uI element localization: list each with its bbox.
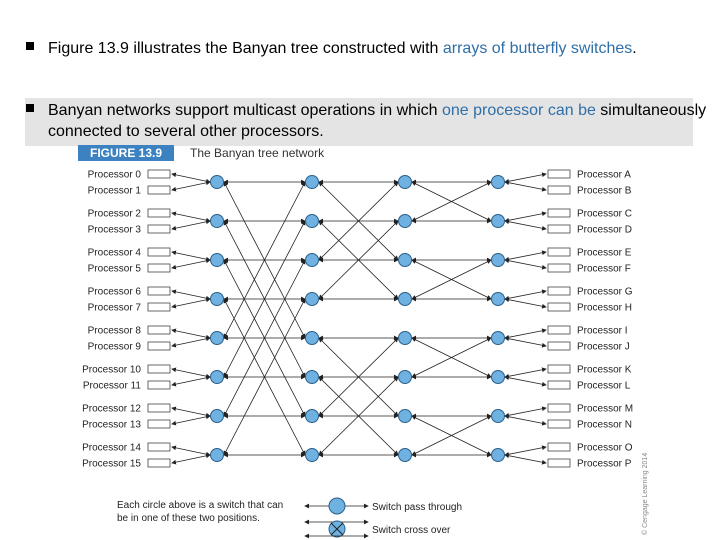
right-processor-label: Processor O <box>577 442 633 454</box>
right-port-box <box>548 443 570 451</box>
left-port-box <box>148 264 170 272</box>
switch-node <box>399 410 412 423</box>
right-port-box <box>548 225 570 233</box>
switch-node <box>399 215 412 228</box>
switch-node <box>492 215 505 228</box>
bullet-2-text: Banyan networks support multicast operations in which one processor can be simultaneously connected to several other processors. <box>48 102 707 140</box>
left-processor-label: Processor 5 <box>87 263 141 275</box>
wire <box>172 338 210 346</box>
switch-node <box>211 254 224 267</box>
right-processor-label: Processor L <box>577 380 631 392</box>
left-port-box <box>148 209 170 217</box>
switch-node <box>492 410 505 423</box>
right-processor-label: Processor A <box>577 169 631 181</box>
left-processor-label: Processor 15 <box>82 458 141 470</box>
wire <box>505 338 546 346</box>
right-port-box <box>548 420 570 428</box>
wire <box>172 291 210 299</box>
switch-node <box>492 332 505 345</box>
bullet-1-text: Figure 13.9 illustrates the Banyan tree constructed with arrays of butterfly switches. <box>48 40 637 57</box>
wire <box>172 408 210 416</box>
right-processor-label: Processor K <box>577 364 632 376</box>
left-port-box <box>148 459 170 467</box>
legend-note-line-2: be in one of these two positions. <box>117 513 260 524</box>
wire <box>172 416 210 424</box>
right-processor-label: Processor I <box>577 325 628 337</box>
switch-node <box>211 449 224 462</box>
wire <box>172 369 210 377</box>
wire <box>505 221 546 229</box>
switch-node <box>306 215 319 228</box>
left-port-box <box>148 186 170 194</box>
wire <box>505 369 546 377</box>
right-port-box <box>548 248 570 256</box>
left-processor-label: Processor 0 <box>87 169 141 181</box>
right-port-box <box>548 209 570 217</box>
copyright-text: © Cengage Learning 2014 <box>642 452 649 535</box>
right-port-box <box>548 264 570 272</box>
switch-node <box>399 176 412 189</box>
left-processor-label: Processor 3 <box>87 224 141 236</box>
right-processor-label: Processor C <box>577 208 633 220</box>
legend-pass-label: Switch pass through <box>372 502 463 513</box>
right-processor-label: Processor P <box>577 458 632 470</box>
switch-node <box>492 176 505 189</box>
right-processor-label: Processor N <box>577 419 633 431</box>
left-processor-label: Processor 6 <box>87 286 141 298</box>
left-port-box <box>148 248 170 256</box>
legend-note-line-1: Each circle above is a switch that can <box>117 500 284 511</box>
wire <box>505 291 546 299</box>
left-port-box <box>148 287 170 295</box>
wire <box>172 299 210 307</box>
right-processor-label: Processor D <box>577 224 633 236</box>
wire <box>505 174 546 182</box>
right-processor-label: Processor M <box>577 403 634 415</box>
switch-node <box>306 371 319 384</box>
right-processor-label: Processor G <box>577 286 633 298</box>
left-port-box <box>148 443 170 451</box>
left-port-box <box>148 326 170 334</box>
wire <box>172 260 210 268</box>
left-processor-label: Processor 9 <box>87 341 141 353</box>
left-port-box <box>148 404 170 412</box>
switch-node <box>306 254 319 267</box>
left-processor-label: Processor 14 <box>82 442 141 454</box>
switch-node <box>399 332 412 345</box>
right-processor-label: Processor B <box>577 185 632 197</box>
wire <box>172 455 210 463</box>
left-port-box <box>148 303 170 311</box>
right-processor-label: Processor H <box>577 302 633 314</box>
switch-node <box>492 293 505 306</box>
switch-node <box>306 410 319 423</box>
left-processor-label: Processor 8 <box>87 325 141 337</box>
right-port-box <box>548 303 570 311</box>
switch-node <box>492 449 505 462</box>
wire <box>172 221 210 229</box>
right-port-box <box>548 170 570 178</box>
wire <box>505 260 546 268</box>
switch-node <box>399 254 412 267</box>
switch-node <box>492 254 505 267</box>
wire <box>172 174 210 182</box>
switch-node <box>306 332 319 345</box>
left-processor-label: Processor 13 <box>82 419 141 431</box>
switch-node <box>306 293 319 306</box>
switch-node <box>211 332 224 345</box>
right-port-box <box>548 287 570 295</box>
right-port-box <box>548 365 570 373</box>
left-port-box <box>148 170 170 178</box>
right-port-box <box>548 342 570 350</box>
left-processor-label: Processor 7 <box>87 302 141 314</box>
wire <box>172 447 210 455</box>
legend-cross-label: Switch cross over <box>372 525 451 536</box>
switch-node <box>399 449 412 462</box>
right-processor-label: Processor F <box>577 263 631 275</box>
switch-node <box>399 371 412 384</box>
legend-pass-switch <box>329 498 345 514</box>
wire <box>505 455 546 463</box>
switch-node <box>306 449 319 462</box>
wire <box>172 377 210 385</box>
switch-node <box>211 176 224 189</box>
left-port-box <box>148 225 170 233</box>
switch-node <box>211 215 224 228</box>
right-port-box <box>548 404 570 412</box>
left-port-box <box>148 420 170 428</box>
right-processor-label: Processor J <box>577 341 630 353</box>
switch-node <box>211 371 224 384</box>
left-processor-label: Processor 11 <box>82 380 141 392</box>
wire <box>505 330 546 338</box>
right-port-box <box>548 326 570 334</box>
wire <box>172 252 210 260</box>
wire <box>505 252 546 260</box>
left-port-box <box>148 365 170 373</box>
switch-node <box>306 176 319 189</box>
wire <box>505 213 546 221</box>
right-port-box <box>548 459 570 467</box>
switch-node <box>492 371 505 384</box>
figure-label: FIGURE 13.9 <box>78 145 174 161</box>
wire <box>505 299 546 307</box>
left-port-box <box>148 381 170 389</box>
left-port-box <box>148 342 170 350</box>
left-processor-label: Processor 1 <box>87 185 141 197</box>
right-processor-label: Processor E <box>577 247 632 259</box>
wire <box>172 213 210 221</box>
left-processor-label: Processor 10 <box>82 364 141 376</box>
wire <box>172 330 210 338</box>
left-processor-label: Processor 12 <box>82 403 141 415</box>
left-processor-label: Processor 2 <box>87 208 141 220</box>
left-processor-label: Processor 4 <box>87 247 141 259</box>
figure-title: The Banyan tree network <box>190 146 325 160</box>
wire <box>172 182 210 190</box>
switch-node <box>211 293 224 306</box>
switch-node <box>399 293 412 306</box>
wire <box>505 408 546 416</box>
switch-node <box>211 410 224 423</box>
right-port-box <box>548 381 570 389</box>
wire <box>505 182 546 190</box>
right-port-box <box>548 186 570 194</box>
wire <box>505 416 546 424</box>
wire <box>505 377 546 385</box>
wire <box>505 447 546 455</box>
